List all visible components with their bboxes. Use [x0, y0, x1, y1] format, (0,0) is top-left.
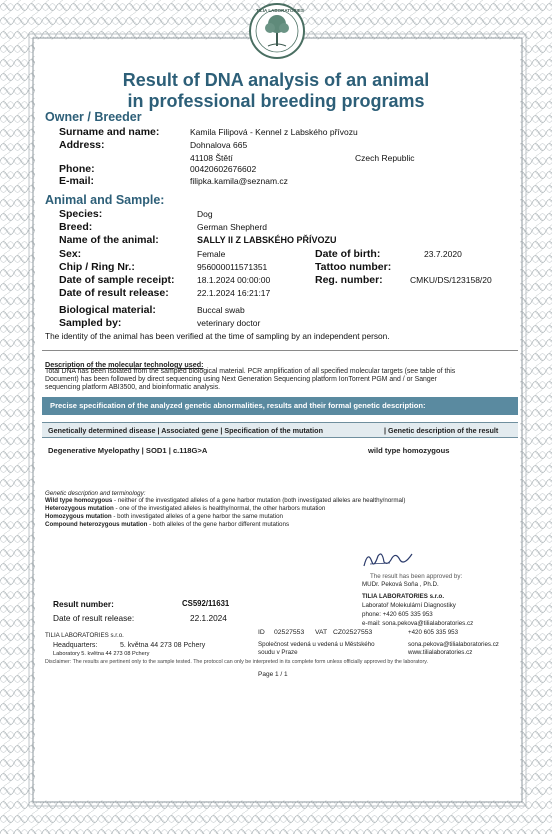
release-value: 22.1.2024 16:21:17: [197, 288, 271, 298]
dob-value: 23.7.2020: [424, 249, 462, 259]
divider-line: [42, 350, 518, 351]
sampled-by-value: veterinary doctor: [197, 318, 261, 328]
result-number-value: CS592/11631: [182, 599, 230, 608]
terminology-item: [45, 505, 325, 512]
owner-section-title: Owner / Breeder: [45, 110, 142, 124]
address-line-1: Dohnalova 665: [190, 140, 248, 150]
title-line-1: Result of DNA analysis of an animal: [122, 70, 430, 90]
surname-label: Surname and name:: [59, 126, 160, 138]
phone-value: 00420602676602: [190, 164, 257, 174]
method-line-2: Document) has been followed by direct sequencing using Next Generation Sequencing platform IonTorrent PGM and / or Sanger: [45, 376, 437, 383]
footer-web: www.tilialaboratories.cz: [408, 649, 473, 656]
approval-company: TILIA LABORATORIES s.r.o.: [362, 593, 445, 600]
signature: [360, 548, 420, 572]
approval-email: e-mail: sona.pekova@tilialaboratories.cz: [362, 620, 474, 627]
reg-number-value: CMKU/DS/123158/20: [410, 275, 492, 285]
release-label: Date of result release:: [59, 287, 169, 299]
footer-registry-2: soudu v Praze: [258, 649, 298, 656]
footer-id-value: 02527553: [274, 629, 305, 636]
terminology-desc: - both investigated alleles of a gene harbor the same mutation: [111, 513, 283, 520]
animal-section-title: Animal and Sample:: [45, 193, 165, 207]
terminology-desc: - one of the investigated alleles is healthy/normal, the other harbors mutation: [113, 505, 326, 512]
approval-name: MUDr. Peková Soňa , Ph.D.: [362, 581, 439, 588]
breed-label: Breed:: [59, 221, 93, 233]
identity-note: The identity of the animal has been verified at the time of sampling by an independent person.: [45, 331, 390, 341]
sex-label: Sex:: [59, 248, 82, 260]
result-row-test: Degenerative Myelopathy | SOD1 | c.118G>A: [48, 446, 208, 455]
sex-value: Female: [197, 249, 226, 259]
footer-hq-value: 5. května 44 273 08 Pchery: [120, 642, 206, 649]
terminology-heading: Genetic description and terminology:: [45, 490, 146, 497]
footer-id-label: ID: [258, 629, 265, 636]
address-line-2: 41108 Štětí: [190, 153, 233, 163]
method-line-1: Total DNA has been isolated from the sampled biological material. PCR amplification of all specified molecular targets (see table of this: [45, 368, 456, 375]
page-number: Page 1 / 1: [258, 671, 288, 678]
result-row-value: wild type homozygous: [368, 446, 450, 455]
results-columns-header: [42, 422, 518, 438]
address-label: Address:: [59, 139, 105, 151]
terminology-term: Compound heterozygous mutation: [45, 521, 148, 528]
sampled-by-label: Sampled by:: [59, 317, 122, 329]
material-value: Buccal swab: [197, 305, 245, 315]
dob-label: Date of birth:: [315, 248, 381, 260]
terminology-term: Homozygous mutation: [45, 513, 112, 520]
terminology-item: [45, 513, 283, 520]
result-release-value: 22.1.2024: [190, 613, 227, 623]
footer-company: TILIA LABORATORIES s.r.o.: [45, 632, 124, 639]
terminology-item: [45, 497, 405, 504]
method-heading: Description of the molecular technology used:: [45, 360, 204, 369]
document-title: [0, 70, 552, 112]
phone-label: Phone:: [59, 163, 95, 175]
method-line-3: sequencing platform ABI3500, and bioinformatic analysis.: [45, 384, 221, 391]
title-line-2: in professional breeding programs: [127, 91, 425, 111]
chip-value: 956000011571351: [197, 262, 268, 272]
logo-text: TILIA LABORATORIES: [256, 8, 304, 13]
approval-lab: Laboratoř Molekulární Diagnostiky: [362, 602, 456, 609]
terminology-term: Heterozygous mutation: [45, 505, 114, 512]
animal-name-label: Name of the animal:: [59, 234, 159, 246]
receipt-label: Date of sample receipt:: [59, 274, 175, 286]
reg-number-label: Reg. number:: [315, 274, 383, 286]
results-band-title: Precise specification of the analyzed genetic abnormalities, results and their formal genetic description:: [50, 401, 426, 410]
terminology-term: Wild type homozygous: [45, 497, 113, 504]
address-country: Czech Republic: [355, 153, 415, 163]
tattoo-label: Tattoo number:: [315, 261, 392, 273]
column-header-test: Genetically determined disease | Associated gene | Specification of the mutation: [48, 426, 323, 435]
receipt-value: 18.1.2024 00:00:00: [197, 275, 271, 285]
approval-phone: phone: +420 605 335 953: [362, 611, 433, 618]
surname-value: Kamila Filipová - Kennel z Labského přívozu: [190, 127, 358, 137]
terminology-desc: - neither of the investigated alleles of a gene harbor mutation (both investigated alleles are healthy/normal): [112, 497, 406, 504]
footer-vat-label: VAT: [315, 629, 328, 636]
species-label: Species:: [59, 208, 103, 220]
result-number-label: Result number:: [53, 599, 114, 609]
footer-disclaimer: Disclaimer: The results are pertinent only to the sample tested. The protocol can only be interpreted in its complete form unless officially approved by the laboratory.: [45, 659, 428, 665]
breed-value: German Shepherd: [197, 222, 267, 232]
approval-caption: The result has been approved by:: [370, 573, 463, 580]
chip-label: Chip / Ring Nr.:: [59, 261, 135, 273]
footer-hq-label: Headquarters:: [53, 642, 98, 649]
result-release-label: Date of result release:: [53, 613, 135, 623]
terminology-item: [45, 521, 289, 528]
material-label: Biological material:: [59, 304, 156, 316]
email-value: filipka.kamila@seznam.cz: [190, 176, 288, 186]
results-header-band: [42, 397, 518, 415]
footer-phone: +420 605 335 953: [408, 629, 459, 636]
footer-vat-value: CZ02527553: [333, 629, 373, 636]
email-label: E-mail:: [59, 175, 95, 187]
column-header-result: | Genetic description of the result: [384, 426, 499, 435]
footer-registry-1: Společnost vedená u vedená u Městského: [258, 641, 375, 648]
terminology-desc: - both alleles of the gene harbor different mutations: [147, 521, 290, 528]
footer-lab-line: Laboratory 5. května 44 273 08 Pchery: [53, 651, 150, 657]
animal-name-value: SALLY II Z LABSKÉHO PŘÍVOZU: [197, 235, 337, 245]
species-value: Dog: [197, 209, 213, 219]
document-paper: [35, 40, 520, 800]
footer-email: sona.pekova@tilialaboratories.cz: [408, 641, 499, 648]
